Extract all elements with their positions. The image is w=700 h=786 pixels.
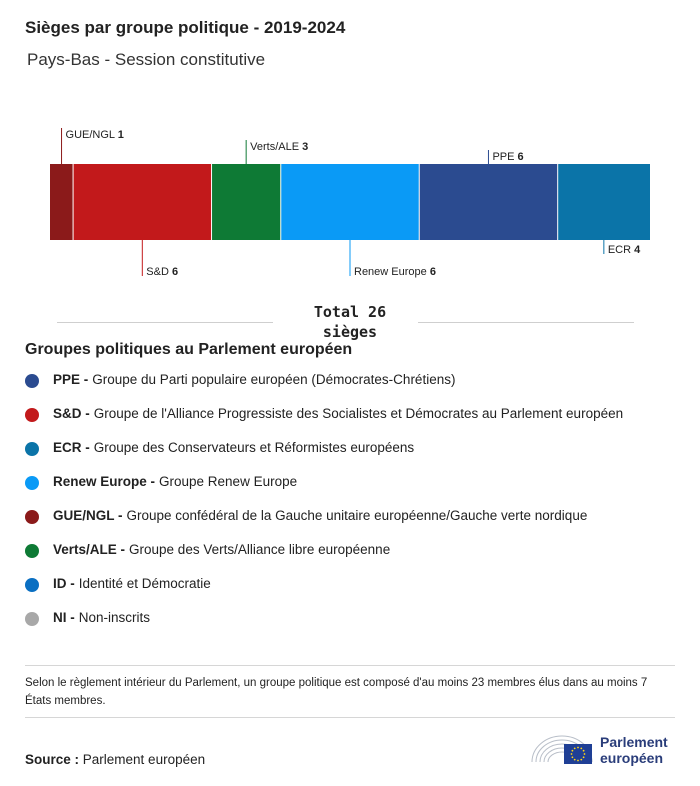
bar-segment-s-d (73, 164, 211, 240)
segment-label-name: GUE/NGL (65, 129, 118, 141)
segment-label (354, 266, 436, 278)
source-value: Parlement européen (82, 752, 206, 767)
legend-abbr: Renew Europe - (53, 474, 156, 489)
legend-item (25, 508, 623, 542)
bar-segment-ecr (558, 164, 650, 240)
legend-abbr: Verts/ALE - (53, 542, 126, 557)
source-label: Source : (25, 752, 80, 767)
legend-dot-icon (25, 374, 39, 388)
segment-label-value: 6 (517, 151, 524, 163)
legend-item (25, 372, 623, 406)
legend-desc: Groupe des Conservateurs et Réformistes européens (93, 440, 415, 455)
legend (25, 372, 623, 644)
legend-item (25, 610, 623, 644)
segment-label-name: Renew Europe (354, 266, 430, 278)
segment-label-name: ECR (607, 244, 635, 256)
legend-abbr: NI - (53, 610, 75, 625)
legend-title: Groupes politiques au Parlement européen (25, 341, 353, 358)
segment-label-value: 4 (634, 244, 641, 256)
legend-desc: Groupe du Parti populaire européen (Démocrates-Chrétiens) (92, 372, 456, 387)
legend-item (25, 474, 623, 508)
bar-segment-gue-ngl (50, 164, 73, 240)
legend-abbr: GUE/NGL - (53, 508, 123, 523)
legend-desc: Groupe Renew Europe (159, 474, 298, 489)
segment-label-value: 3 (302, 141, 309, 153)
legend-abbr: S&D - (53, 406, 90, 421)
total-divider-left (57, 322, 273, 323)
segment-label-name: Verts/ALE (250, 141, 303, 153)
total-seats-count: Total 26 (313, 303, 387, 321)
divider-bottom (25, 717, 675, 718)
legend-desc: Groupe de l'Alliance Progressiste des Socialistes et Démocrates au Parlement européen (93, 406, 624, 421)
legend-dot-icon (25, 510, 39, 524)
footnote: Selon le règlement intérieur du Parlement, un groupe politique est composé d'au moins 23 membres élus dans au moins 7 États membres. (25, 677, 648, 707)
segment-label-value: 6 (171, 266, 179, 278)
chart-subtitle: Pays-Bas - Session constitutive (27, 50, 266, 69)
legend-item (25, 440, 623, 474)
total-divider-right (418, 322, 634, 323)
legend-abbr: ID - (53, 576, 75, 591)
segment-label (608, 244, 641, 256)
legend-item (25, 406, 623, 440)
logo-line-2: européen (600, 750, 664, 766)
legend-dot-icon (25, 544, 39, 558)
segment-label-name: PPE (492, 151, 518, 163)
total-seats-unit: sièges (322, 323, 378, 341)
legend-abbr: ECR - (53, 440, 90, 455)
legend-dot-icon (25, 408, 39, 422)
hemicycle-flag-icon (530, 728, 596, 768)
total-seats (290, 302, 410, 342)
legend-desc: Identité et Démocratie (78, 576, 211, 591)
segment-label (66, 129, 124, 141)
segment-label (250, 141, 308, 153)
legend-dot-icon (25, 612, 39, 626)
legend-item (25, 542, 623, 576)
source (25, 752, 205, 767)
legend-desc: Groupe des Verts/Alliance libre européenne (129, 542, 391, 557)
segment-label-value: 6 (429, 266, 436, 278)
segment-label-value: 1 (117, 129, 124, 141)
logo-line-1: Parlement (600, 734, 668, 750)
divider-top (25, 665, 675, 666)
parliament-logo (530, 728, 680, 768)
chart-title: Sièges par groupe politique - 2019-2024 (25, 18, 346, 37)
logo-text (600, 734, 668, 766)
bar-segment-verts-ale (212, 164, 281, 240)
legend-item (25, 576, 623, 610)
bar-segment-renew-europe (281, 164, 419, 240)
legend-dot-icon (25, 442, 39, 456)
legend-dot-icon (25, 476, 39, 490)
legend-desc: Groupe confédéral de la Gauche unitaire européenne/Gauche verte nordique (126, 508, 588, 523)
bar-segment-ppe (419, 164, 557, 240)
legend-abbr: PPE - (53, 372, 89, 387)
segment-label-name: S&D (146, 266, 172, 278)
segment-label (146, 266, 178, 278)
legend-dot-icon (25, 578, 39, 592)
stacked-bar-chart (0, 110, 700, 290)
legend-desc: Non-inscrits (78, 610, 151, 625)
segment-label (492, 151, 523, 163)
